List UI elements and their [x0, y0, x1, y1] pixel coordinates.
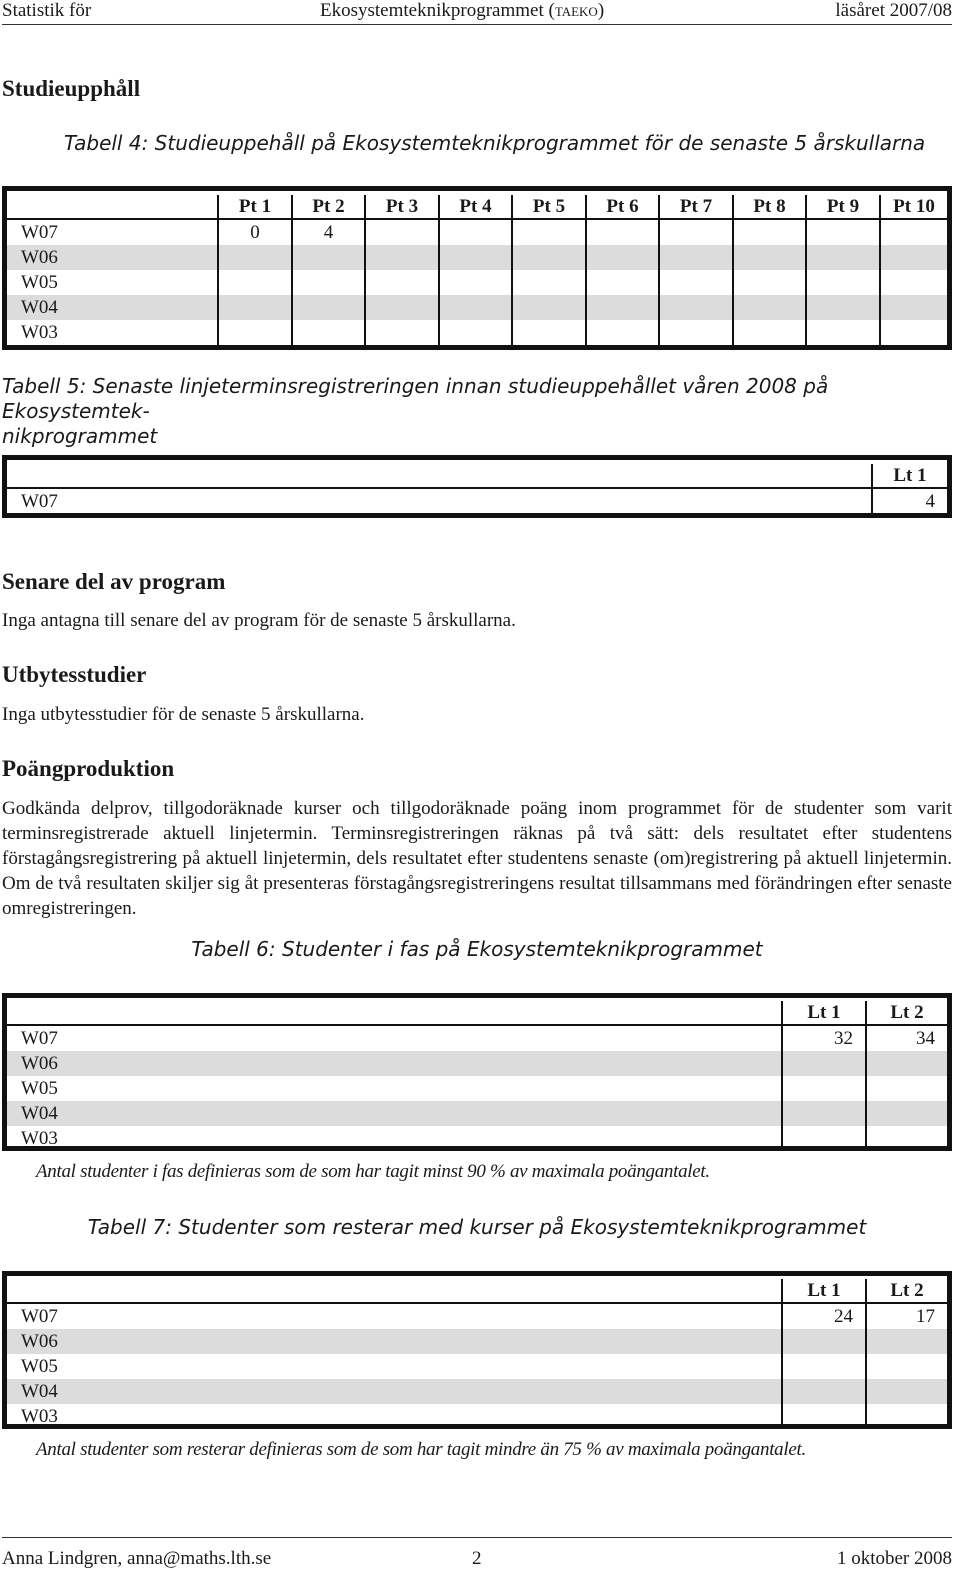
table4-row-w06 — [7, 245, 947, 270]
row-label: W05 — [21, 272, 58, 293]
row-label: W06 — [7, 245, 217, 270]
footer-date: 1 oktober 2008 — [836, 1548, 952, 1569]
table4-col-10: Pt 10 — [879, 195, 947, 218]
table-cell: 32 — [781, 1026, 865, 1051]
table6-caption: Tabell 6: Studenter i fas på Ekosystemteknikprogrammet — [191, 937, 763, 961]
table4-row-w07 — [7, 220, 947, 245]
table6-col-1: Lt 1 — [781, 1001, 865, 1024]
page-number: 2 — [472, 1548, 482, 1569]
table5-row-w07 — [7, 489, 947, 514]
row-label: W05 — [21, 1078, 58, 1099]
section-title-utbytesstudier: Utbytesstudier — [2, 662, 147, 687]
table6-row-w03 — [7, 1126, 947, 1151]
row-label: W04 — [7, 295, 217, 320]
table7 — [2, 1271, 952, 1429]
section4-text: Godkända delprov, tillgodoräknade kurser och tillgodoräknade poäng inom programmet för de studenter som varit terminsregistrerade aktuell linjetermin. Terminsregistreringen räknas på två sätt: dels resultatet efter studentens förstagångsregistrering på aktuell linjetermin, dels resultatet efter studentens senaste (om)registrering på aktuell linjetermin. Om de två resultaten skiljer sig åt presenteras förstagångsregistreringens resultat tillsammans med förändringen efter senaste omregistreringen. — [2, 798, 952, 919]
table7-row-w03 — [7, 1404, 947, 1429]
header-right: läsåret 2007/08 — [835, 0, 952, 21]
table7-header-row — [7, 1279, 947, 1304]
table4-col-4: Pt 4 — [438, 195, 511, 218]
table-cell: 4 — [291, 220, 364, 245]
table5-caption — [2, 374, 952, 449]
table-cell: 17 — [865, 1304, 947, 1329]
table6-note: Antal studenter i fas definieras som de som har tagit minst 90 % av maximala poängantalet. — [36, 1161, 710, 1182]
row-label: W07 — [21, 491, 58, 512]
row-label: W03 — [21, 1128, 58, 1149]
table7-caption: Tabell 7: Studenter som resterar med kurser på Ekosystemteknikprogrammet — [87, 1215, 867, 1239]
table7-row-w06 — [7, 1329, 947, 1354]
header-center-code: taeko — [554, 0, 598, 21]
row-label: W03 — [21, 1406, 58, 1427]
table7-row-w04 — [7, 1379, 947, 1404]
table6-row-w04 — [7, 1101, 947, 1126]
section-title-senare-del: Senare del av program — [2, 569, 226, 594]
table6-row-w07 — [7, 1026, 947, 1051]
running-header — [2, 0, 952, 25]
table4-header-row — [7, 195, 947, 220]
table7-note: Antal studenter som resterar definieras som de som har tagit mindre än 75 % av maximala poängantalet. — [36, 1439, 806, 1460]
table5-header-row — [7, 464, 947, 489]
row-label: W06 — [7, 1051, 781, 1076]
header-center — [320, 0, 604, 22]
table4-row-w03 — [7, 320, 947, 345]
row-label: W06 — [7, 1329, 781, 1354]
section2-text: Inga antagna till senare del av program för de senaste 5 årskullarna. — [2, 610, 516, 631]
table4-col-5: Pt 5 — [511, 195, 585, 218]
table4-col-8: Pt 8 — [732, 195, 805, 218]
header-left: Statistik för — [2, 0, 92, 21]
table6-col-2: Lt 2 — [865, 1001, 947, 1024]
table4-col-3: Pt 3 — [364, 195, 438, 218]
section-title-poangproduktion: Poängproduktion — [2, 756, 175, 781]
table6-header-row — [7, 1001, 947, 1026]
header-center-suffix: ) — [597, 0, 605, 21]
row-label: W05 — [21, 1356, 58, 1377]
table6-row-w06 — [7, 1051, 947, 1076]
table4-row-w05 — [7, 270, 947, 295]
table5-caption-line2: nikprogrammet — [2, 424, 158, 448]
header-center-prefix: Ekosystemteknikprogrammet ( — [320, 0, 555, 21]
table-cell: 0 — [217, 220, 291, 245]
section3-text: Inga utbytesstudier för de senaste 5 årskullarna. — [2, 704, 365, 725]
table-cell: 4 — [871, 489, 947, 514]
table4-col-1: Pt 1 — [217, 195, 291, 218]
row-label: W07 — [21, 222, 58, 243]
row-label: W07 — [21, 1028, 58, 1049]
table6 — [2, 993, 952, 1151]
table5-col-1: Lt 1 — [871, 464, 947, 487]
table-cell: 24 — [781, 1304, 865, 1329]
table6-row-w05 — [7, 1076, 947, 1101]
table7-col-1: Lt 1 — [781, 1279, 865, 1302]
row-label: W03 — [21, 322, 58, 343]
table7-row-w05 — [7, 1354, 947, 1379]
table4 — [2, 186, 952, 350]
table4-row-w04 — [7, 295, 947, 320]
document-page — [2, 0, 952, 1580]
table5-caption-line1: Tabell 5: Senaste linjeterminsregistreringen innan studieuppehållet våren 2008 på Ekosystemtek- — [2, 374, 829, 423]
row-label: W04 — [7, 1379, 781, 1404]
table4-col-9: Pt 9 — [805, 195, 879, 218]
page-footer — [2, 1537, 952, 1581]
table4-caption: Tabell 4: Studieuppehåll på Ekosystemteknikprogrammet för de senaste 5 årskullarna — [64, 131, 926, 155]
table7-col-2: Lt 2 — [865, 1279, 947, 1302]
table4-col-7: Pt 7 — [658, 195, 732, 218]
table4-col-2: Pt 2 — [291, 195, 364, 218]
table-cell: 34 — [865, 1026, 947, 1051]
table4-col-6: Pt 6 — [585, 195, 658, 218]
row-label: W04 — [7, 1101, 781, 1126]
footer-author: Anna Lindgren, anna@maths.lth.se — [2, 1548, 272, 1569]
row-label: W07 — [21, 1306, 58, 1327]
section-title-studieupphall: Studieupphåll — [2, 76, 141, 101]
table5 — [2, 455, 952, 518]
table7-row-w07 — [7, 1304, 947, 1329]
